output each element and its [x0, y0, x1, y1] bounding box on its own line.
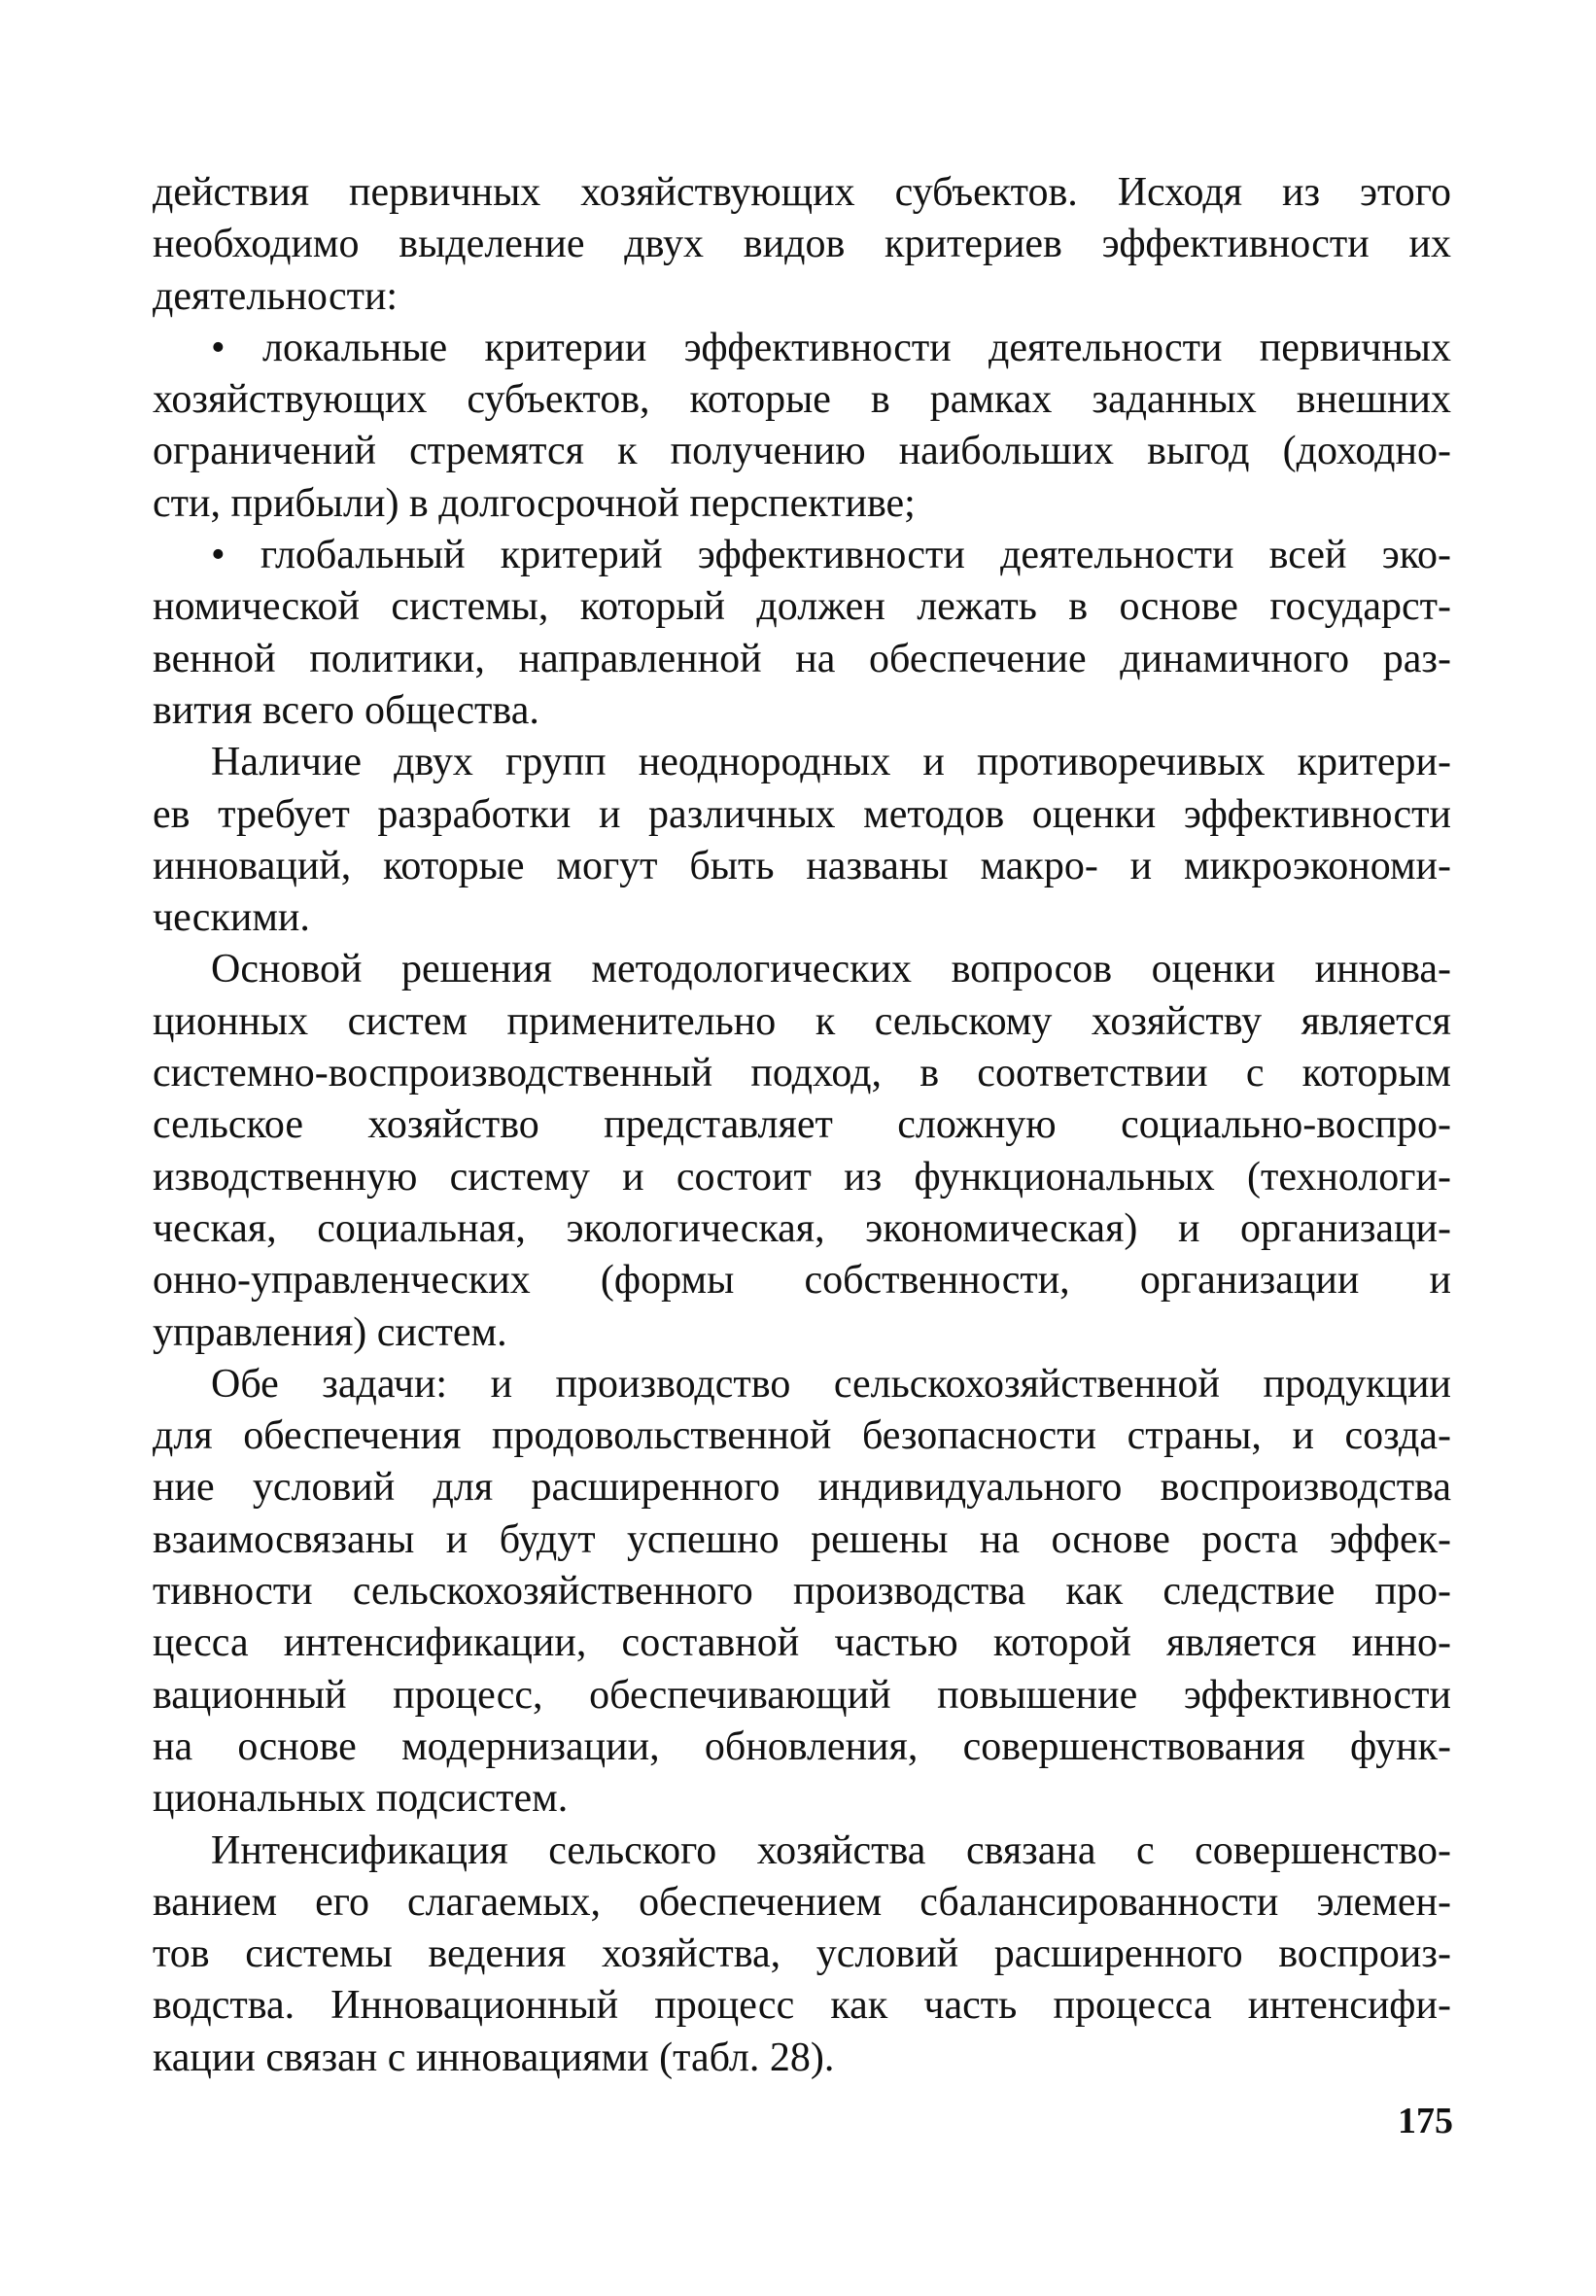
text-line: номической системы, который должен лежать в основе государст- — [153, 584, 1451, 630]
paragraph-5 — [153, 944, 1451, 1358]
text-line: деятельности: — [153, 273, 399, 319]
text-line: для обеспечения продовольственной безопасности страны, и созда- — [153, 1413, 1451, 1459]
text-line: цесса интенсификации, составной частью которой является инно- — [153, 1620, 1451, 1666]
paragraph-7 — [153, 1826, 1451, 2084]
text-line: ограничений стремятся к получению наибольших выгод (доходно- — [153, 429, 1451, 474]
text-line: циональных подсистем. — [153, 1776, 569, 1822]
text-line: вития всего общества. — [153, 687, 539, 733]
text-line: изводственную систему и состоит из функциональных (технологи- — [153, 1154, 1451, 1200]
text-line: • глобальный критерий эффективности деятельности всей эко- — [211, 533, 1451, 578]
text-line: вационный процесс, обеспечивающий повышение эффективности — [153, 1672, 1451, 1718]
text-line: системно-воспроизводственный подход, в соответствии с которым — [153, 1051, 1451, 1096]
text-line: тов системы ведения хозяйства, условий расширенного воспроиз- — [153, 1931, 1451, 1977]
text-line: Интенсификация сельского хозяйства связана с совершенство- — [211, 1827, 1451, 1873]
paragraph-4 — [153, 737, 1451, 944]
text-line: тивности сельскохозяйственного производства как следствие про- — [153, 1569, 1451, 1615]
text-line: необходимо выделение двух видов критериев эффективности их — [153, 222, 1451, 267]
paragraph-6 — [153, 1359, 1451, 1826]
text-line: онно-управленческих (формы собственности, организации и — [153, 1258, 1451, 1304]
body-text — [153, 167, 1451, 2084]
text-line: хозяйствующих субъектов, которые в рамках заданных внешних — [153, 377, 1451, 423]
text-line: управления) систем. — [153, 1309, 507, 1355]
text-line: инноваций, которые могут быть названы макро- и микроэкономи- — [153, 843, 1451, 888]
text-line: Обе задачи: и производство сельскохозяйственной продукции — [211, 1361, 1451, 1407]
text-line: ческая, социальная, экологическая, экономическая) и организаци- — [153, 1205, 1451, 1251]
paragraph-1 — [153, 167, 1451, 323]
text-line: водства. Инновационный процесс как часть процесса интенсифи- — [153, 1983, 1451, 2029]
text-line: ванием его слагаемых, обеспечением сбалансированности элемен- — [153, 1879, 1451, 1925]
text-line: на основе модернизации, обновления, совершенствования функ- — [153, 1723, 1451, 1769]
text-line: Основой решения методологических вопросов оценки иннова- — [211, 947, 1451, 992]
text-line: сельское хозяйство представляет сложную социально-воспро- — [153, 1102, 1451, 1148]
text-line: ев требует разработки и различных методов оценки эффективности — [153, 791, 1451, 837]
text-line: взаимосвязаны и будут успешно решены на основе роста эффек- — [153, 1516, 1451, 1562]
text-line: ческими. — [153, 895, 310, 941]
text-line: кации связан с инновациями (табл. 28). — [153, 2035, 835, 2080]
text-line: • локальные критерии эффективности деятельности первичных — [211, 325, 1451, 370]
paragraph-3-bullet — [153, 530, 1451, 737]
page-number: 175 — [1398, 2101, 1453, 2141]
text-line: ционных систем применительно к сельскому хозяйству является — [153, 998, 1451, 1044]
text-line: ние условий для расширенного индивидуального воспроизводства — [153, 1465, 1451, 1511]
text-line: венной политики, направленной на обеспечение динамичного раз- — [153, 636, 1451, 681]
text-line: Наличие двух групп неоднородных и противоречивых критери- — [211, 740, 1451, 785]
text-line: сти, прибыли) в долгосрочной перспективе; — [153, 480, 916, 526]
paragraph-2-bullet — [153, 323, 1451, 530]
text-line: действия первичных хозяйствующих субъектов. Исходя из этого — [153, 170, 1451, 215]
